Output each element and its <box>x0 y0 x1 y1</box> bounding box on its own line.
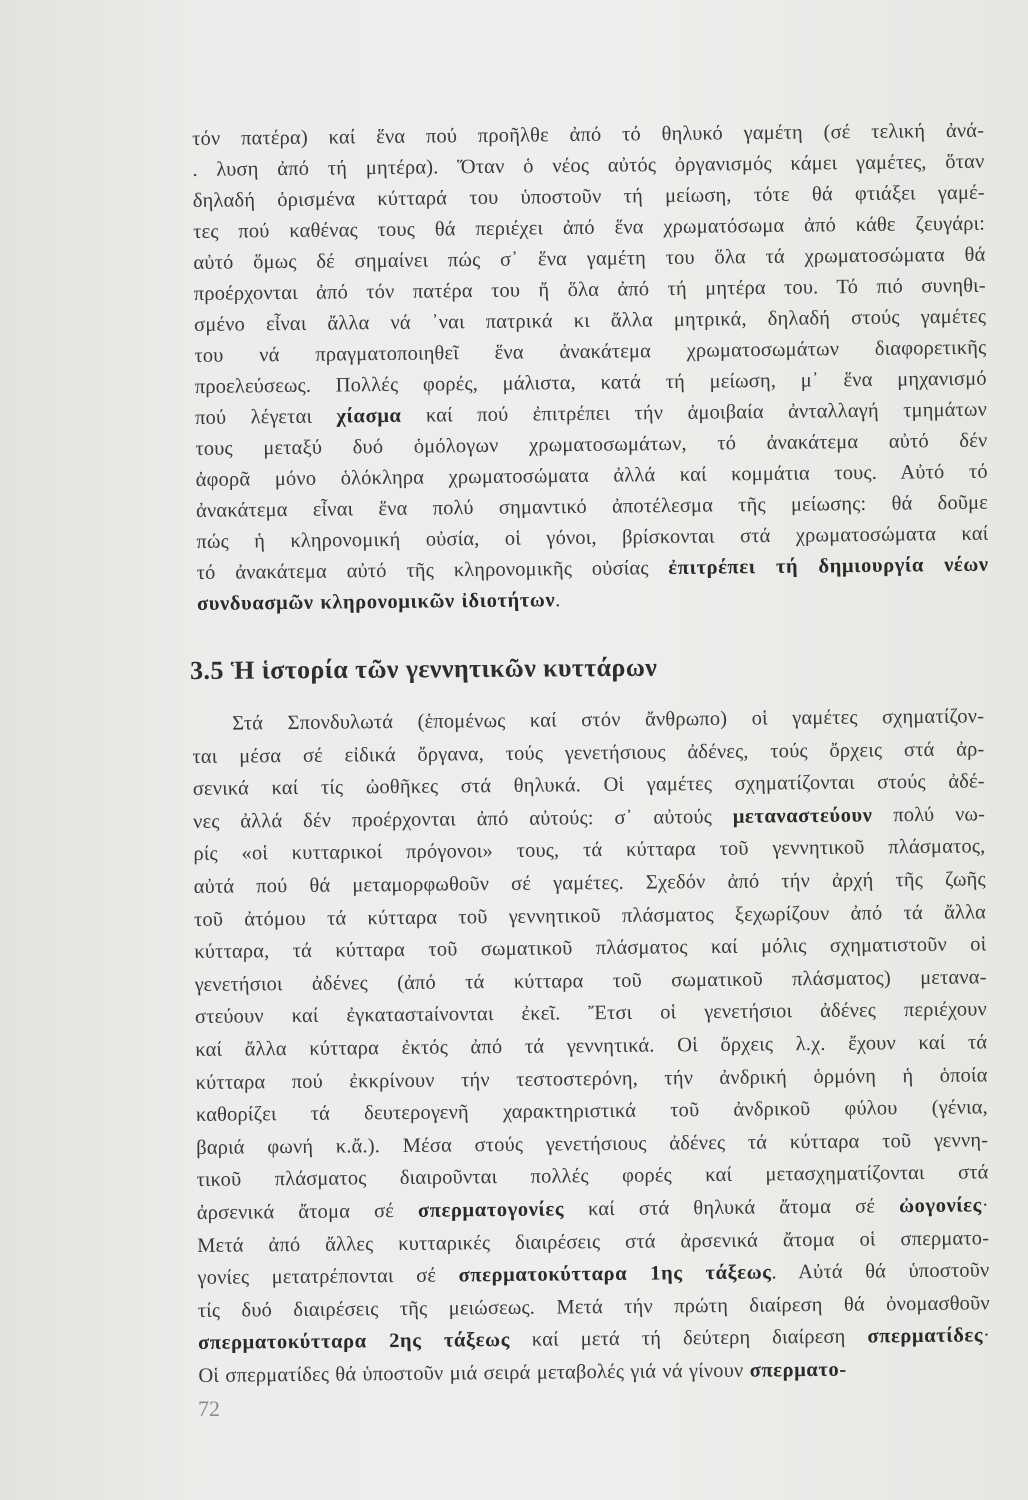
page-number: 72 <box>198 1396 220 1421</box>
text-line: κύτταρα πού ἐκκρίνουν τήν τεστοστερόνη, τήν ἀνδρική ὁρμόνη ἡ ὁποία <box>195 1063 988 1094</box>
text-line: ἀφορᾶ μόνο ὁλόκληρα χρωματοσώματα ἀλλά καί κομμάτια τους. Αὐτό τό <box>195 460 988 491</box>
text-line: τικοῦ πλάσματος διαιροῦνται πολλές φορές καί μετασχηματίζονται στά <box>196 1161 989 1192</box>
bold-term: σπερματο- <box>749 1358 847 1382</box>
text-line: τόν πατέρα) καί ἕνα πού προῆλθε ἀπό τό θηλυκό γαμέτη (σέ τελική ἀνά- <box>192 119 985 150</box>
text-line: αὐτά πού θά μεταμορφωθοῦν σέ γαμέτες. Σχεδόν ἀπό τήν ἀρχή τῆς ζωῆς <box>193 868 986 898</box>
text-line: αὐτό ὅμως δέ σημαίνει πώς σ᾽ ἕνα γαμέτη του ὅλα τά χρωματοσώματα θά <box>193 243 986 274</box>
text-line: ρίς «οἱ κυτταρικοί πρόγονοι» τους, τά κύτταρα τοῦ γεννητικοῦ πλάσματος, <box>193 835 986 866</box>
text-segment: πού λέγεται <box>194 405 337 429</box>
text-line: τους μεταξύ δυό ὁμόλογων χρωματοσωμάτων, τό ἀνακάτεμα αὐτό δέν <box>195 429 988 460</box>
text-line: Μετά ἀπό ἄλλες κυτταρικές διαιρέσεις στά ἀρσενικά ἄτομα οἱ σπερματο- <box>197 1226 990 1257</box>
text-line: τίς δυό διαιρέσεις τῆς μειώσεως. Μετά τήν πρώτη διαίρεση θά ὀνομασθοῦν <box>197 1292 990 1322</box>
text-line: δηλαδή ὁρισμένα κύτταρά του ὑποστοῦν τή μείωση, τότε θά φτιάξει γαμέ- <box>192 181 985 212</box>
text-line: τες πού καθένας τους θά περιέχει ἀπό ἕνα χρωματόσωμα ἀπό κάθε ζευγάρι: <box>193 212 986 243</box>
text-segment: τό ἀνακάτεμα αὐτό τῆς κληρονομικῆς οὐσίας <box>196 557 669 584</box>
text-line: πώς ἡ κληρονομική οὐσία, οἱ γόνοι, βρίσκονται στά χρωματοσώματα καί <box>196 522 989 553</box>
text-line: στεύουν καί ἐγκαταστaίνονται ἐκεῖ. Ἔτσι οἱ γενετήσιοι ἀδένες περιέχουν <box>194 998 988 1029</box>
text-line <box>198 1352 990 1392</box>
text-segment: νες ἀλλά δέν προέρχονται ἀπό αὐτούς: σ᾽ αὐτούς <box>192 805 733 833</box>
text-segment: . <box>555 589 561 612</box>
text-segment: ἀρσενικά ἄτομα σέ <box>196 1199 419 1224</box>
text-segment: καί στά θηλυκά ἄτομα σέ <box>563 1195 900 1221</box>
text-line: ται μέσα σέ εἰδικά ὄργανα, τούς γενετήσιους ἀδένες, τούς ὄρχεις στά ἀρ- <box>192 737 985 768</box>
paragraph-meiosis <box>192 116 989 620</box>
text-line: κύτταρα, τά κύτταρα τοῦ σωματικοῦ πλάσματος καί μόλις σχηματιστοῦν οἱ <box>194 933 987 964</box>
text-segment: · <box>981 1194 989 1217</box>
text-line: Στά Σπονδυλωτά (ἑπομένως καί στόν ἄνθρωπο) οἱ γαμέτες σχηματίζον- <box>232 705 985 735</box>
text-line: καθορίζει τά δευτερογενῆ χαρακτηριστικά τοῦ ἀνδρικοῦ φύλου (γένια, <box>195 1096 988 1127</box>
text-line: βαριά φωνή κ.ἄ.). Μέσα στούς γενετήσιους ἀδένες τά κύτταρα τοῦ γεννη- <box>196 1129 989 1159</box>
section-heading: 3.5 Ἡ ἱστορία τῶν γεννητικῶν κυττάρων <box>190 652 658 685</box>
bold-term: σπερματοκύτταρα 1ης τάξεως <box>458 1261 772 1287</box>
text-segment: γονίες μετατρέπονται σέ <box>197 1264 459 1290</box>
bold-term: ὠογονίες <box>898 1194 982 1218</box>
bold-term: ἐπιτρέπει τή δημιουργία νέων <box>668 553 989 580</box>
text-line: καί ἄλλα κύτταρα ἐκτός ἀπό τά γεννητικά. Οἱ ὄρχεις λ.χ. ἔχουν καί τά <box>195 1031 988 1061</box>
text-line: του νά πραγματοποιηθεῖ ἕνα ἀνακάτεμα χρωματοσωμάτων διαφορετικῆς <box>194 336 987 367</box>
text-line: τοῦ ἀτόμου τά κύτταρα τοῦ γεννητικοῦ πλάσματος ξεχωρίζουν ἀπό τά ἄλλα <box>193 900 987 931</box>
text-segment: πολύ νω- <box>872 803 986 827</box>
text-line: . λυση ἀπό τή μητέρα). Ὅταν ὁ νέος αὐτός ὀργανισμός κάμει γαμέτες, ὅταν <box>192 150 985 181</box>
text-line: γενετήσιοι ἀδένες (ἀπό τά κύτταρα τοῦ σωματικοῦ πλάσματος) μετανα- <box>194 966 987 996</box>
text-segment: · <box>982 1324 991 1347</box>
bold-term: συνδυασμῶν κληρονομικῶν ἰδιοτήτων <box>196 589 556 615</box>
paragraph-germ-cells <box>192 700 991 1392</box>
text-line: προελεύσεως. Πολλές φορές, μάλιστα, κατά τή μείωση, μ᾽ ἕνα μηχανισμό <box>194 367 987 398</box>
bold-term: σπερματοκύτταρα 2ης τάξεως <box>197 1329 511 1355</box>
bold-term: μεταναστεύουν <box>732 804 873 828</box>
text-line: σενικά καί τίς ὠοθῆκες στά θηλυκά. Οἱ γαμέτες σχηματίζονται στούς ἀδέ- <box>192 770 985 801</box>
bold-term: σπερματογονίες <box>417 1198 565 1222</box>
text-line: προέρχονται ἀπό τόν πατέρα του ἤ ὅλα ἀπό τή μητέρα του. Τό πιό συνηθι- <box>193 274 986 305</box>
text-segment: καί μετά τή δεύτερη διαίρεση <box>509 1325 868 1352</box>
text-line: σμένο εἶναι ἄλλα νά ᾽ναι πατρικά κι ἄλλα μητρικά, δηλαδή στούς γαμέτες <box>193 305 987 336</box>
bold-term: χίασμα <box>336 404 402 428</box>
text-line: ἀνακάτεμα εἶναι ἕνα πολύ σημαντικό ἀποτέλεσμα τῆς μείωσης: θά δοῦμε <box>195 491 989 522</box>
bold-term: σπερματίδες <box>867 1324 984 1348</box>
text-segment: Οἱ σπερματίδες θά ὑποστοῦν μιά σειρά μεταβολές γιά νά γίνουν <box>198 1359 750 1387</box>
text-segment: καί πού ἐπιτρέπει τήν ἀμοιβαία ἀνταλλαγή τμημάτων <box>401 398 988 427</box>
text-segment: . Αὐτά θά ὑποστοῦν <box>771 1259 990 1284</box>
